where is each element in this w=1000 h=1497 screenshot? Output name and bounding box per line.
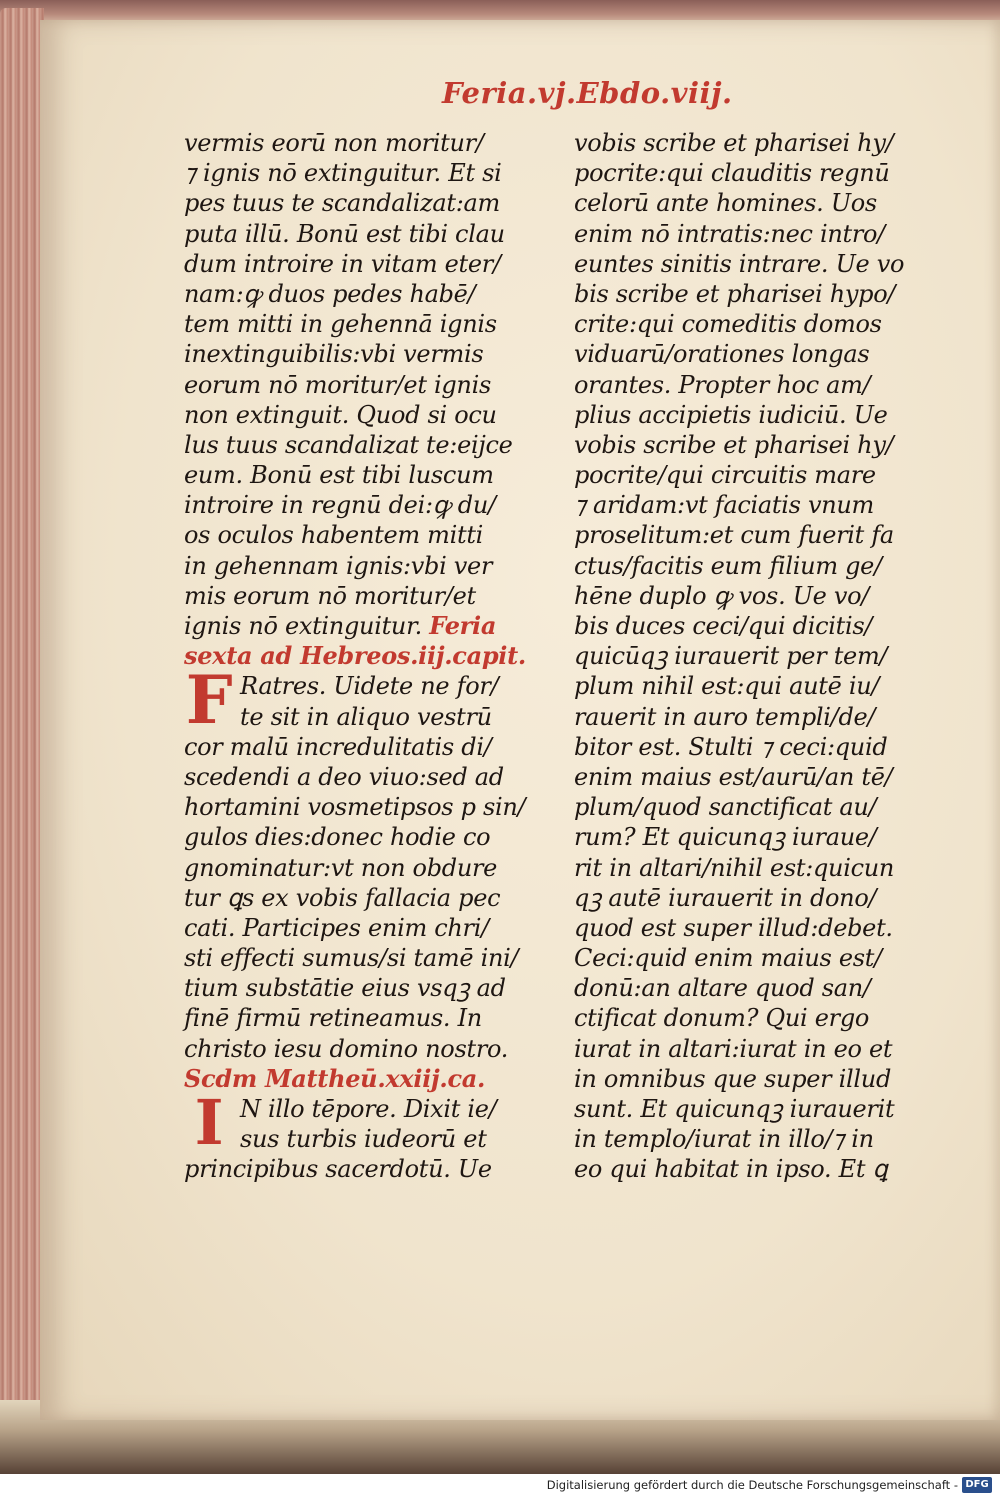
text-line: gnominatur:vt non obdure xyxy=(184,853,498,882)
text-line: ⁊ ignis nō extinguitur. Et si xyxy=(184,159,502,188)
text-line: rauerit in auro templi/de/ xyxy=(574,702,876,731)
initial-letter-i: I xyxy=(194,1086,224,1159)
text-line: quicūqꝫ iurauerit per tem/ xyxy=(574,642,888,671)
text-line: tium substātie eius vsqꝫ ad xyxy=(184,974,506,1003)
text-line: eum. Bonū est tibi luscum xyxy=(184,461,494,490)
running-head: Feria.vj.Ebdo.viij. xyxy=(442,76,733,110)
text-line: viduarū/orationes longas xyxy=(574,340,870,369)
text-line: cor malū incredulitatis di/ xyxy=(184,732,492,761)
text-line: in omnibus que super illud xyxy=(574,1064,892,1093)
gospel-block xyxy=(184,1086,529,1185)
book-left-edge xyxy=(0,8,44,1418)
text-line: sus turbis iudeorū et xyxy=(240,1125,487,1154)
text-line: ctificat donum? Qui ergo xyxy=(574,1004,870,1033)
text-line: tur ꝗs ex vobis fallacia pec xyxy=(184,883,501,912)
left-column-lines xyxy=(184,128,529,611)
initial-letter-f: F xyxy=(185,661,233,740)
text-line: cati. Participes enim chri/ xyxy=(184,913,489,942)
text-line xyxy=(184,611,529,641)
text-line: orantes. Propter hoc am/ xyxy=(574,370,871,399)
text-line: vobis scribe et pharisei hy/ xyxy=(574,430,894,459)
text-line: tem mitti in gehennā ignis xyxy=(184,310,497,339)
text-line: te sit in aliquo vestrū xyxy=(240,702,492,731)
text-line: hortamini vosmetipsos p sin/ xyxy=(184,793,526,822)
text-line: dum introire in vitam eter/ xyxy=(184,249,501,278)
text-line: euntes sinitis intrare. Ue vo xyxy=(574,249,905,278)
text-line: pocrite:qui clauditis regnū xyxy=(574,159,890,188)
text-line: introire in regnū dei:ꝙ du/ xyxy=(184,491,496,520)
text-line: mis eorum nō moritur/et xyxy=(184,581,476,610)
text-line: ctus/facitis eum filium ge/ xyxy=(574,551,882,580)
footer-credit: Digitalisierung gefördert durch die Deutsche Forschungsgemeinschaft - xyxy=(546,1478,958,1492)
line-text: ignis nō extinguitur. xyxy=(184,612,422,640)
text-line: pes tuus te scandalizat:am xyxy=(184,189,500,218)
text-line: N illo tēpore. Dixit ie/ xyxy=(240,1095,497,1123)
left-column xyxy=(184,128,529,1185)
text-line: os oculos habentem mitti xyxy=(184,521,484,550)
text-line: qꝫ autē iurauerit in dono/ xyxy=(574,883,877,912)
text-line: in gehennam ignis:vbi ver xyxy=(184,551,493,580)
text-line: nam:ꝙ duos pedes habē/ xyxy=(184,279,476,308)
text-line: Ratres. Uidete ne for/ xyxy=(240,672,499,701)
text-line: gulos dies:donec hodie co xyxy=(184,823,491,852)
text-line: celorū ante homines. Uos xyxy=(574,189,877,218)
epistle-lines xyxy=(184,671,529,1063)
text-line: enim maius est/aurū/an tē/ xyxy=(574,762,893,791)
text-line: in templo/iurat in illo/⁊ in xyxy=(574,1125,874,1154)
text-line: puta illū. Bonū est tibi clau xyxy=(184,219,505,248)
text-line: plum/quod sanctificat au/ xyxy=(574,793,877,822)
footer-bar xyxy=(0,1474,1000,1497)
text-line: plum nihil est:qui autē iu/ xyxy=(574,672,880,701)
text-line: principibus sacerdotū. Ue xyxy=(184,1155,492,1184)
text-line: rum? Et quicunqꝫ iuraue/ xyxy=(574,823,877,852)
text-line: sti effecti sumus/si tamē ini/ xyxy=(184,944,519,973)
text-line: proselitum:et cum fuerit fa xyxy=(574,521,894,550)
gospel-rubric: Scdm Mattheū.xxiij.ca. xyxy=(184,1063,486,1093)
text-line: ⁊ aridam:vt faciatis vnum xyxy=(574,491,874,520)
text-line: plius accipietis iudiciū. Ue xyxy=(574,400,888,429)
gospel-lines xyxy=(184,1086,529,1185)
right-column-lines xyxy=(574,128,919,1185)
text-line: iurat in altari:iurat in eo et xyxy=(574,1034,893,1063)
text-line: quod est super illud:debet. xyxy=(574,913,893,942)
text-line: vobis scribe et pharisei hy/ xyxy=(574,129,894,157)
text-line: non extinguit. Quod si ocu xyxy=(184,400,497,429)
text-line: donū:an altare quod san/ xyxy=(574,974,871,1003)
text-line: enim nō intratis:nec intro/ xyxy=(574,219,885,248)
right-column xyxy=(574,128,919,1185)
epistle-rubric: sexta ad Hebreos.iij.capit. xyxy=(184,641,526,671)
text-line: bis duces ceci/qui dicitis/ xyxy=(574,612,873,640)
text-line: eorum nō moritur/et ignis xyxy=(184,370,491,399)
text-line: bitor est. Stulti ⁊ ceci:quid xyxy=(574,732,888,761)
text-line: crite:qui comeditis domos xyxy=(574,310,882,339)
text-line: bis scribe et pharisei hypo/ xyxy=(574,279,896,308)
epistle-block xyxy=(184,661,529,1063)
rubric-feria: Feria xyxy=(429,611,497,640)
text-line: vermis eorū non moritur/ xyxy=(184,129,484,157)
text-line: Ceci:quid enim maius est/ xyxy=(574,944,882,973)
text-line: eo qui habitat in ipso. Et ꝗ xyxy=(574,1155,888,1184)
text-line: lus tuus scandalizat te:eijce xyxy=(184,430,513,459)
text-line: sunt. Et quicunqꝫ iurauerit xyxy=(574,1095,895,1123)
dfg-logo: DFG xyxy=(962,1477,992,1493)
text-line: hēne duplo ꝙ vos. Ue vo/ xyxy=(574,581,870,610)
text-line: scedendi a deo viuo:sed ad xyxy=(184,762,504,791)
text-line: pocrite/qui circuitis mare xyxy=(574,461,876,490)
text-line: finē firmū retineamus. In xyxy=(184,1004,482,1033)
text-line: christo iesu domino nostro. xyxy=(184,1034,509,1063)
text-line: inextinguibilis:vbi vermis xyxy=(184,340,484,369)
text-line: rit in altari/nihil est:quicun xyxy=(574,853,895,882)
